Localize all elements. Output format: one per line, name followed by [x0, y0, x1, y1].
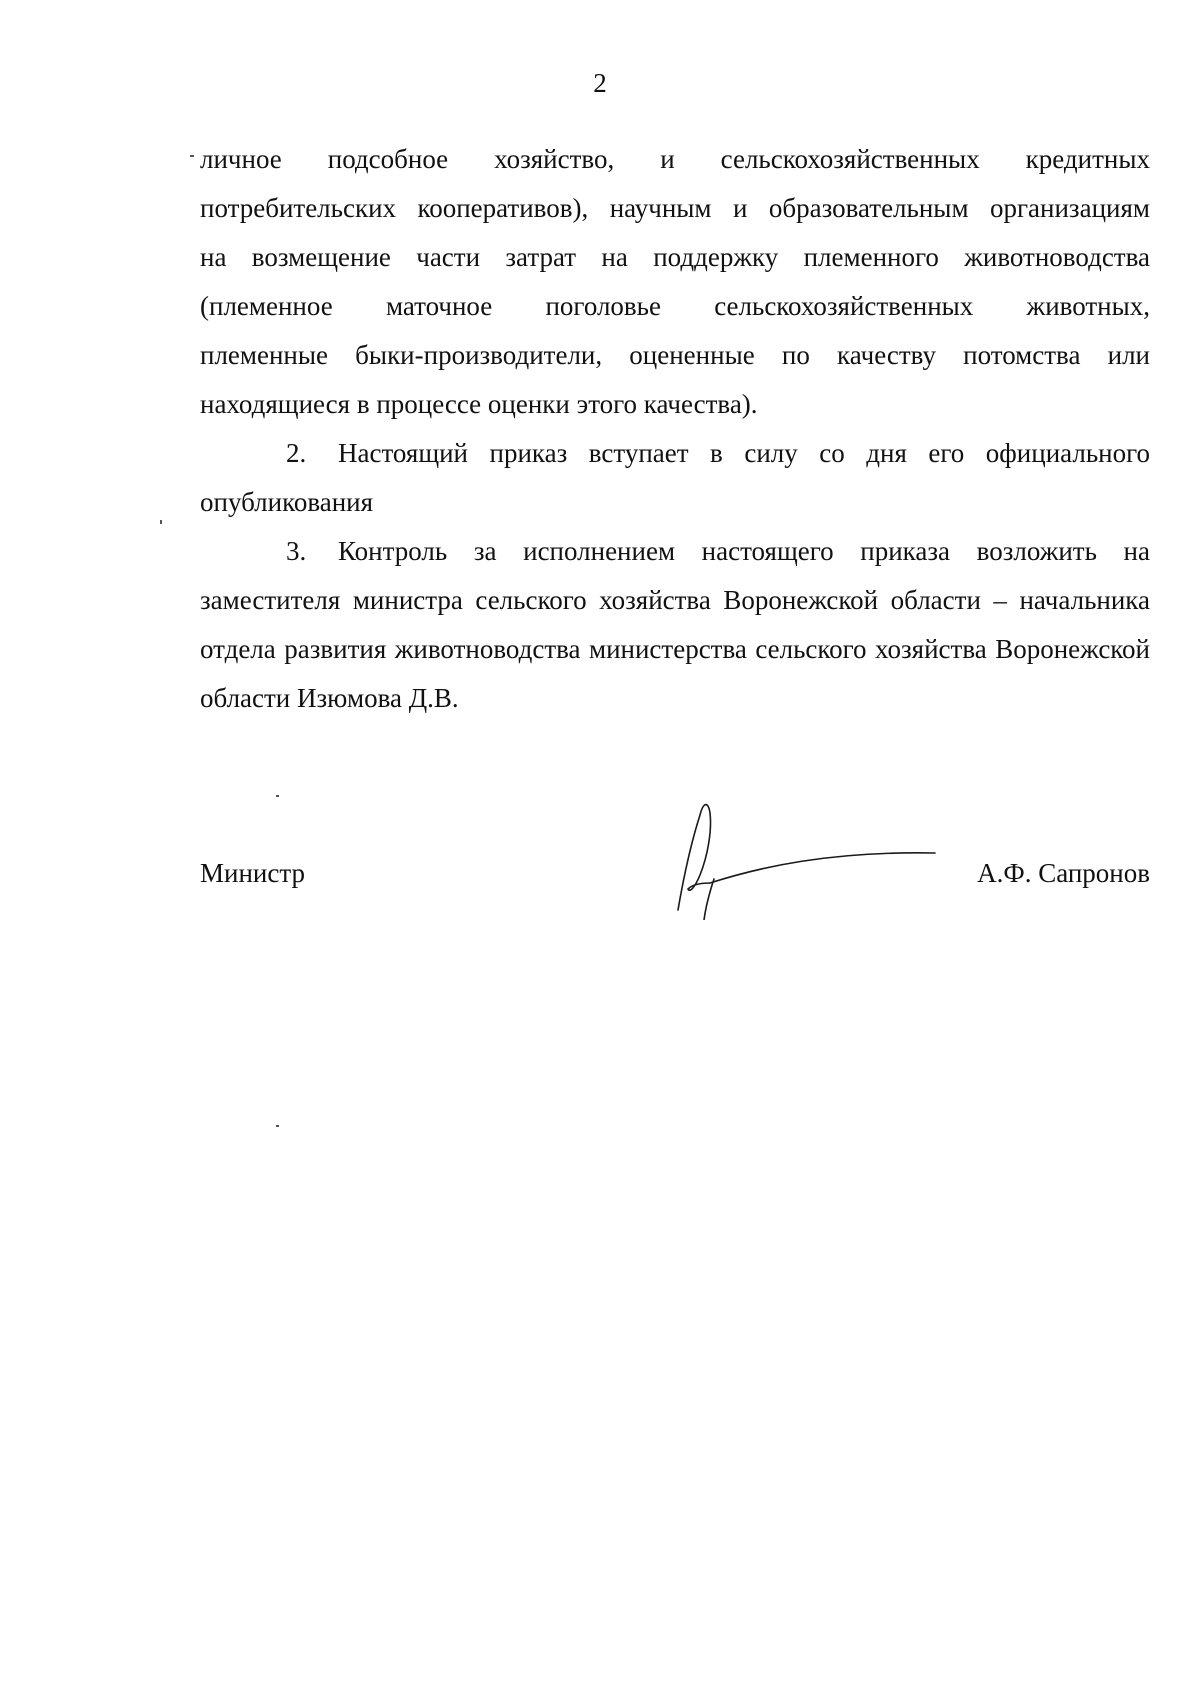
paragraph-line: (племенное маточное поголовье сельскохозяйственных животных,	[200, 291, 1150, 321]
handwritten-signature	[670, 795, 940, 920]
scan-speck	[276, 795, 279, 797]
page-number: 2	[593, 68, 607, 98]
item-number: 2.	[286, 438, 307, 468]
paragraph-line: на возмещение части затрат на поддержку племенного животноводства	[200, 242, 1150, 272]
paragraph-3	[200, 527, 1150, 723]
paragraph-line: находящиеся в процессе оценки этого качества).	[200, 389, 758, 419]
signatory-title: Министр	[200, 858, 305, 888]
scan-speck	[160, 520, 162, 524]
document-body	[200, 135, 1150, 723]
scan-speck	[190, 155, 194, 157]
paragraph-text: Контроль за исполнением настоящего приказа возложить на заместителя министра сельского хозяйства Воронежской области – начальника отдела развития животноводства министерства сельского хозяйства Воронежской области Изюмова Д.В.	[200, 536, 1150, 713]
paragraph-2	[200, 429, 1150, 527]
paragraph-1	[200, 135, 1150, 429]
paragraph-line: племенные быки-производители, оцененные по качеству потомства или	[200, 340, 1150, 370]
scan-speck	[276, 1125, 279, 1127]
paragraph-line: потребительских кооперативов), научным и образовательным организациям	[200, 193, 1150, 223]
paragraph-line: личное подсобное хозяйство, и сельскохозяйственных кредитных	[200, 144, 1150, 174]
item-number: 3.	[286, 536, 307, 566]
signatory-name: А.Ф. Сапронов	[977, 858, 1150, 888]
paragraph-text: Настоящий приказ вступает в силу со дня его официального опубликования	[200, 438, 1150, 517]
